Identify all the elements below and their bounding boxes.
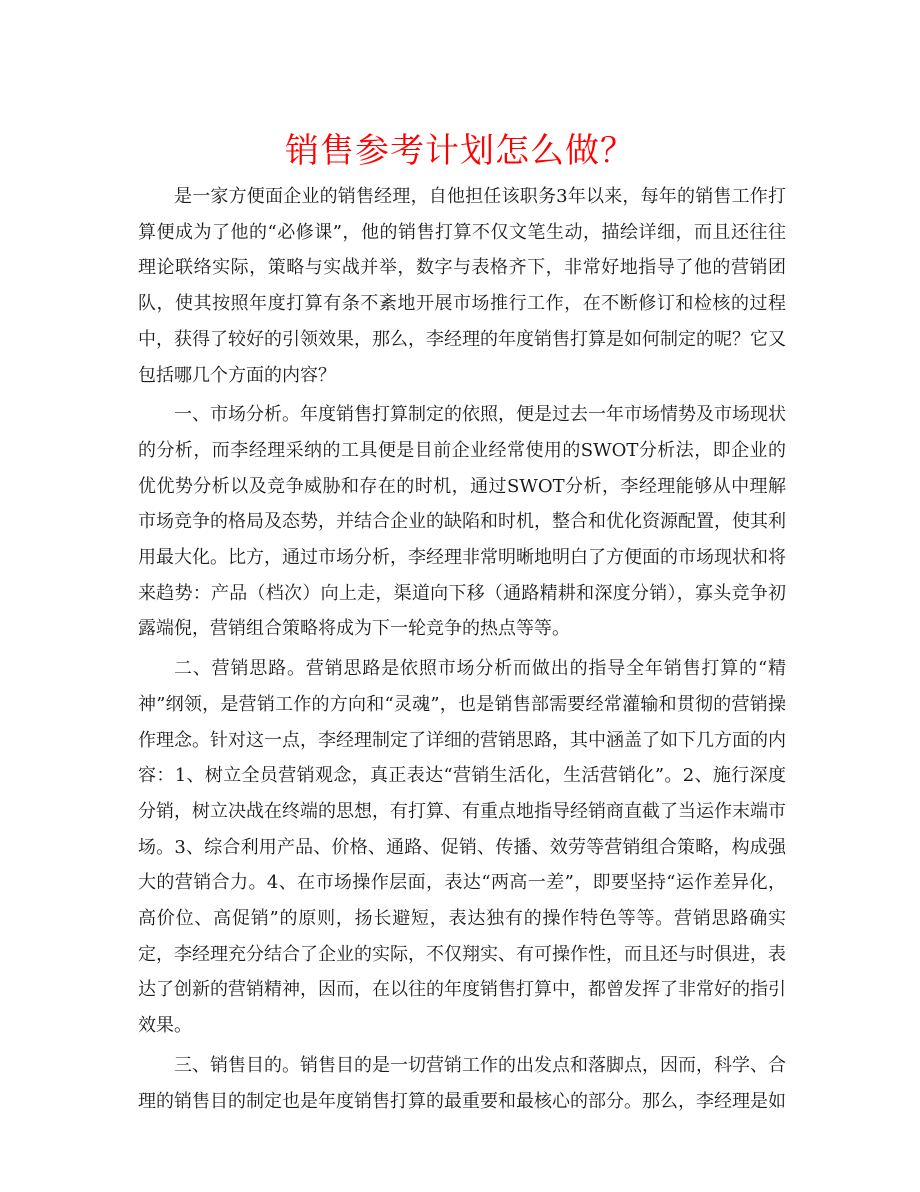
paragraph-market-analysis: 一、市场分析。年度销售打算制定的依照，便是过去一年市场情势及市场现状的分析，而李经理采纳的工具便是目前企业经常使用的SWOT分析法，即企业的优优势分析以及竞争威胁和存在的时机，通过SWOT分析，李经理能够从中理解市场竞争的格局及态势，并结合企业的缺陷和时机，整合和优化资源配置，使其利用最大化。比方，通过市场分析，李经理非常明晰地明白了方便面的市场现状和将来趋势：产品（档次）向上走，渠道向下移（通路精耕和深度分销），寡头竞争初露端倪，营销组合策略将成为下一轮竞争的热点等等。 (138, 404, 786, 640)
paragraph-sales-goal: 三、销售目的。销售目的是一切营销工作的出发点和落脚点，因而，科学、合理的销售目的制定也是年度销售打算的最重要和最核心的部分。那么，李经理是如 (138, 1054, 786, 1112)
paragraph-marketing-approach: 二、营销思路。营销思路是依照市场分析而做出的指导全年销售打算的“精神”纲领，是营销工作的方向和“灵魂”，也是销售部需要经常灌输和贯彻的营销操作理念。针对这一点，李经理制定了详细的营销思路，其中涵盖了如下几方面的内容：1、树立全员营销观念，真正表达“营销生活化，生活营销化”。2、施行深度分销，树立决战在终端的思想，有打算、有重点地指导经销商直截了当运作末端市场。3、综合利用产品、价格、通路、促销、传播、效劳等营销组合策略，构成强大的营销合力。4、在市场操作层面，表达“两高一差”，即要坚持“运作差异化，高价位、高促销”的原则，扬长避短，表达独有的操作特色等等。营销思路确实定，李经理充分结合了企业的实际，不仅翔实、有可操作性，而且还与时俱进，表达了创新的营销精神，因而，在以往的年度销售打算中，都曾发挥了非常好的指引效果。 (138, 658, 786, 1037)
document-title: 销售参考计划怎么做？ (285, 131, 635, 171)
paragraph-intro: 是一家方便面企业的销售经理，自他担任该职务3年以来，每年的销售工作打算便成为了他的“必修课”，他的销售打算不仅文笔生动，描绘详细，而且还往往理论联络实际，策略与实战并举，数字与表格齐下，非常好地指导了他的营销团队，使其按照年度打算有条不紊地开展市场推行工作，在不断修订和检核的过程中，获得了较好的引领效果，那么，李经理的年度销售打算是如何制定的呢？它又包括哪几个方面的内容？ (138, 186, 786, 386)
document-body (138, 179, 786, 1123)
